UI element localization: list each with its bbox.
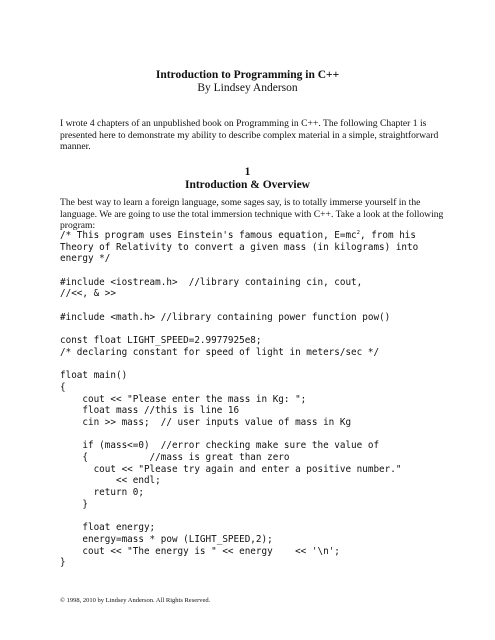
code-line: const float LIGHT_SPEED=2.9977925e8; bbox=[60, 335, 262, 347]
code-listing bbox=[60, 230, 460, 569]
code-line: //<<, & >> bbox=[60, 288, 116, 300]
code-line-tail: , from his bbox=[360, 230, 416, 241]
chapter-heading bbox=[0, 166, 495, 192]
document-title: Introduction to Programming in C++ bbox=[155, 69, 340, 81]
code-line: cout << "Please try again and enter a positive number." bbox=[60, 463, 402, 475]
code-line bbox=[60, 230, 460, 242]
chapter-number: 1 bbox=[244, 166, 251, 178]
code-line: #include <iostream.h> //library containing cin, cout, bbox=[60, 276, 363, 288]
code-line: { bbox=[60, 381, 66, 393]
document-author: By Lindsey Anderson bbox=[197, 82, 298, 94]
code-line: } bbox=[60, 498, 88, 510]
code-line: } bbox=[60, 557, 66, 569]
code-line bbox=[60, 300, 460, 312]
code-line: Theory of Relativity to convert a given mass (in kilograms) into bbox=[60, 241, 419, 253]
code-line: energy=mass * pow (LIGHT_SPEED,2); bbox=[60, 533, 273, 545]
code-line-text: /* This program uses Einstein's famous equation, E=mc bbox=[60, 230, 357, 241]
code-line: << endl; bbox=[60, 475, 161, 487]
code-line bbox=[60, 359, 460, 371]
code-line: cout << "Please enter the mass in Kg: "; bbox=[60, 393, 307, 405]
superscript: 2 bbox=[356, 229, 361, 236]
code-line bbox=[60, 324, 460, 336]
code-line: float main() bbox=[60, 370, 128, 382]
code-line: float mass //this is line 16 bbox=[60, 405, 240, 417]
code-line: cout << "The energy is " << energy << '\n'; bbox=[60, 545, 340, 557]
code-line: { //mass is great than zero bbox=[60, 452, 290, 464]
code-line bbox=[60, 265, 460, 277]
code-line bbox=[60, 511, 460, 523]
title-block bbox=[0, 69, 495, 95]
copyright-footer: © 1998, 2010 by Lindsey Anderson. All Rights Reserved. bbox=[60, 597, 211, 604]
code-line: if (mass<=0) //error checking make sure the value of bbox=[60, 440, 380, 452]
body-paragraph: The best way to learn a foreign language, some sages say, is to totally immerse yourself in the language. We are going to use the total immersion technique with C++. Take a look at the following program: bbox=[60, 197, 444, 231]
chapter-title: Introduction & Overview bbox=[184, 179, 310, 191]
code-line bbox=[60, 429, 460, 441]
code-line: energy */ bbox=[60, 253, 111, 265]
code-line: return 0; bbox=[60, 487, 144, 499]
code-line: float energy; bbox=[60, 522, 156, 534]
intro-paragraph: I wrote 4 chapters of an unpublished book on Programming in C++. The following Chapter 1 is presented here to demonstrate my ability to describe complex material in a simple, straightforward manner. bbox=[60, 118, 439, 152]
code-line: #include <math.h> //library containing power function pow() bbox=[60, 311, 391, 323]
code-line: cin >> mass; // user inputs value of mass in Kg bbox=[60, 417, 352, 428]
code-line: /* declaring constant for speed of light in meters/sec */ bbox=[60, 346, 380, 358]
